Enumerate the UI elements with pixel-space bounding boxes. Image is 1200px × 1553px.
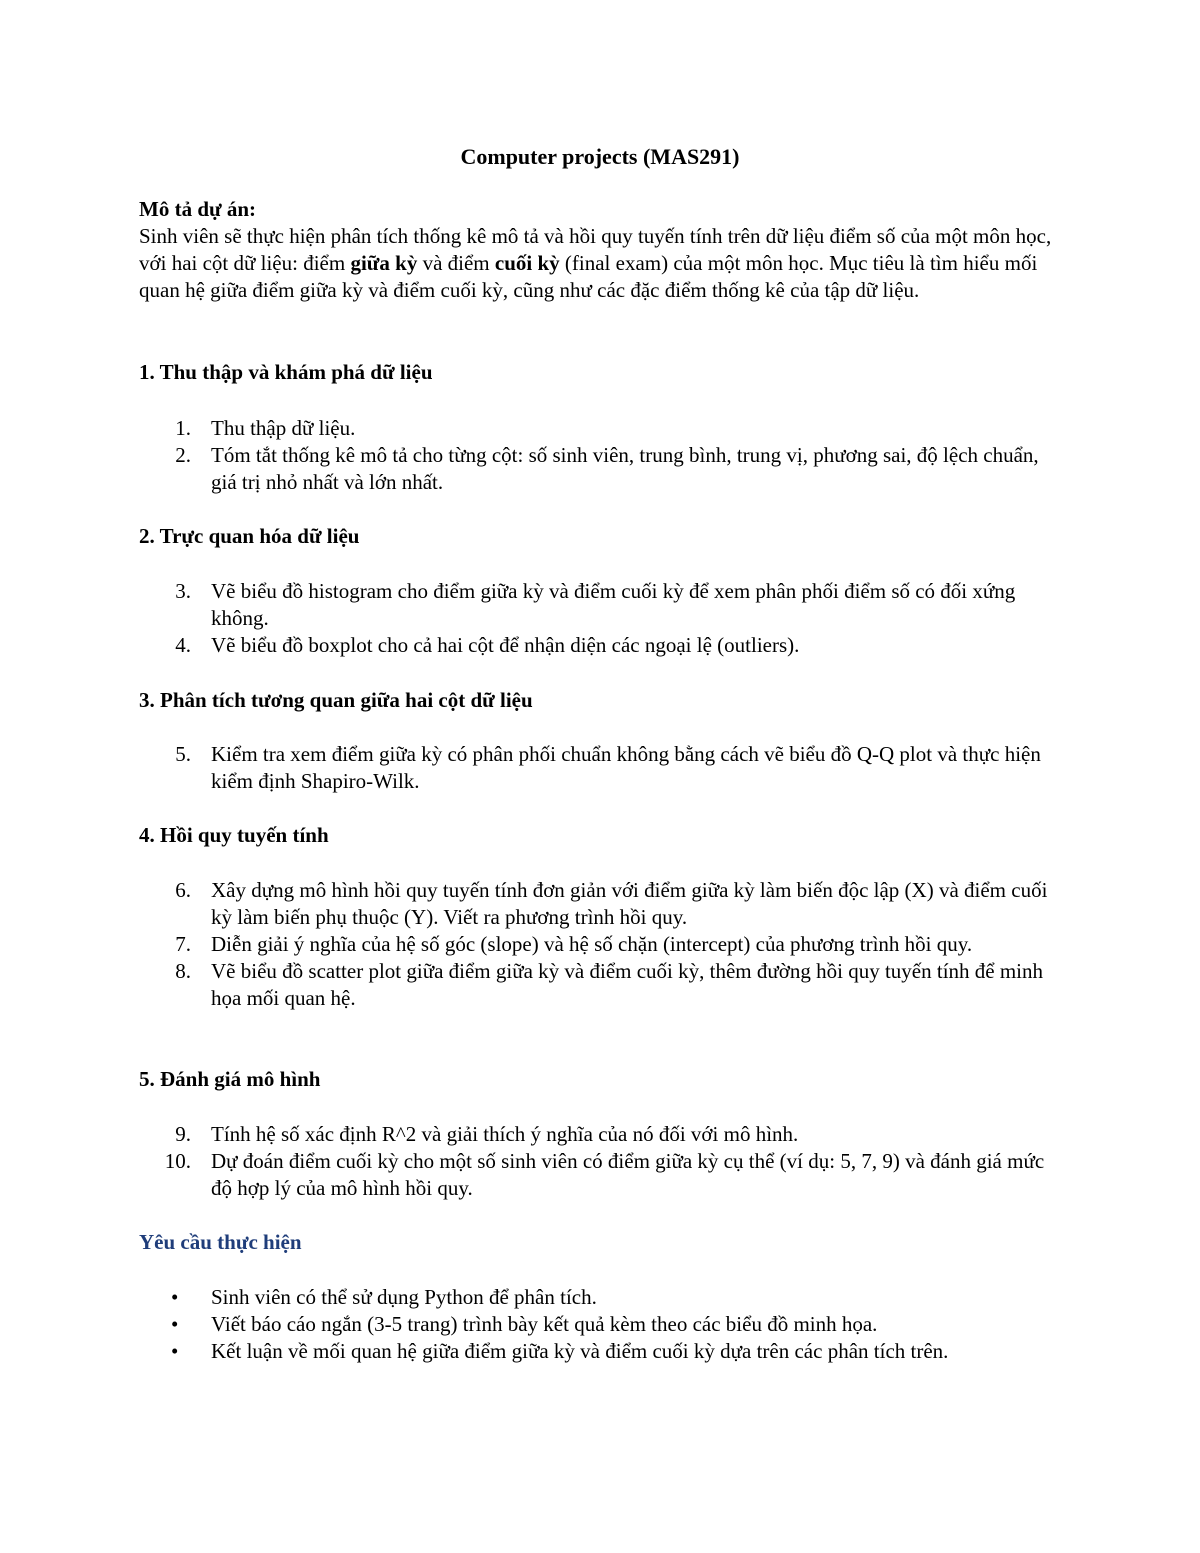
list-item: 8. Vẽ biểu đồ scatter plot giữa điểm giữa kỳ và điểm cuối kỳ, thêm đường hồi quy tuyến tính để minh họa mối quan hệ.: [175, 959, 1044, 1010]
bullet-icon: •: [171, 1339, 179, 1363]
list-item: 9. Tính hệ số xác định R^2 và giải thích ý nghĩa của nó đối với mô hình.: [175, 1122, 799, 1146]
description-label: Mô tả dự án:: [139, 197, 257, 221]
bullet-icon: •: [171, 1312, 179, 1336]
list-item: 7. Diễn giải ý nghĩa của hệ số góc (slope) và hệ số chặn (intercept) của phương trình hồi quy.: [175, 932, 973, 956]
list-item: 5. Kiểm tra xem điểm giữa kỳ có phân phối chuẩn không bằng cách vẽ biểu đồ Q-Q plot và thực hiện kiểm định Shapiro-Wilk.: [175, 742, 1041, 793]
list-item: 3. Vẽ biểu đồ histogram cho điểm giữa kỳ và điểm cuối kỳ để xem phân phối điểm số có đối xứng không.: [175, 579, 1016, 630]
task-list: [139, 877, 1059, 1012]
task-list: [139, 415, 1059, 496]
list-item: • Sinh viên có thể sử dụng Python để phân tích.: [171, 1285, 597, 1309]
list-item: 4. Vẽ biểu đồ boxplot cho cả hai cột để nhận diện các ngoại lệ (outliers).: [175, 633, 800, 657]
list-item: • Kết luận về mối quan hệ giữa điểm giữa kỳ và điểm cuối kỳ dựa trên các phân tích trên.: [171, 1339, 949, 1363]
list-item: 10. Dự đoán điểm cuối kỳ cho một số sinh viên có điểm giữa kỳ cụ thể (ví dụ: 5, 7, 9) và đánh giá mức độ hợp lý của mô hình hồi quy.: [164, 1149, 1045, 1200]
description-text: Sinh viên sẽ thực hiện phân tích thống kê mô tả và hồi quy tuyến tính trên dữ liệu điểm số của một môn học, với hai cột dữ liệu: điểm giữa kỳ và điểm cuối kỳ (final exam) của một môn học. Mục tiêu là tìm hiểu mối quan hệ giữa điểm giữa kỳ và điểm cuối kỳ, cũng như các đặc điểm thống kê của tập dữ liệu.: [139, 224, 1052, 302]
list-item: 2. Tóm tắt thống kê mô tả cho từng cột: số sinh viên, trung bình, trung vị, phương sai, độ lệch chuẩn, giá trị nhỏ nhất và lớn nhất.: [175, 443, 1039, 494]
project-description: [139, 196, 1079, 304]
requirements-list: [139, 1284, 1059, 1365]
section-heading: 5. Đánh giá mô hình: [139, 1067, 321, 1091]
task-list: [139, 1121, 1059, 1202]
bullet-icon: •: [171, 1285, 179, 1309]
section-heading: 4. Hồi quy tuyến tính: [139, 823, 329, 847]
list-item: 1. Thu thập dữ liệu.: [175, 416, 356, 440]
section-heading: 3. Phân tích tương quan giữa hai cột dữ liệu: [139, 688, 533, 712]
list-item: 6. Xây dựng mô hình hồi quy tuyến tính đơn giản với điểm giữa kỳ làm biến độc lập (X) và điểm cuối kỳ làm biến phụ thuộc (Y). Viết ra phương trình hồi quy.: [175, 878, 1048, 929]
task-list: [139, 741, 1059, 795]
task-list: [139, 578, 1059, 659]
list-item: • Viết báo cáo ngắn (3-5 trang) trình bày kết quả kèm theo các biểu đồ minh họa.: [171, 1312, 878, 1336]
document-title: Computer projects (MAS291): [460, 144, 740, 169]
section-heading: 1. Thu thập và khám phá dữ liệu: [139, 360, 433, 384]
requirements-heading: Yêu cầu thực hiện: [139, 1230, 302, 1254]
section-heading: 2. Trực quan hóa dữ liệu: [139, 524, 360, 548]
